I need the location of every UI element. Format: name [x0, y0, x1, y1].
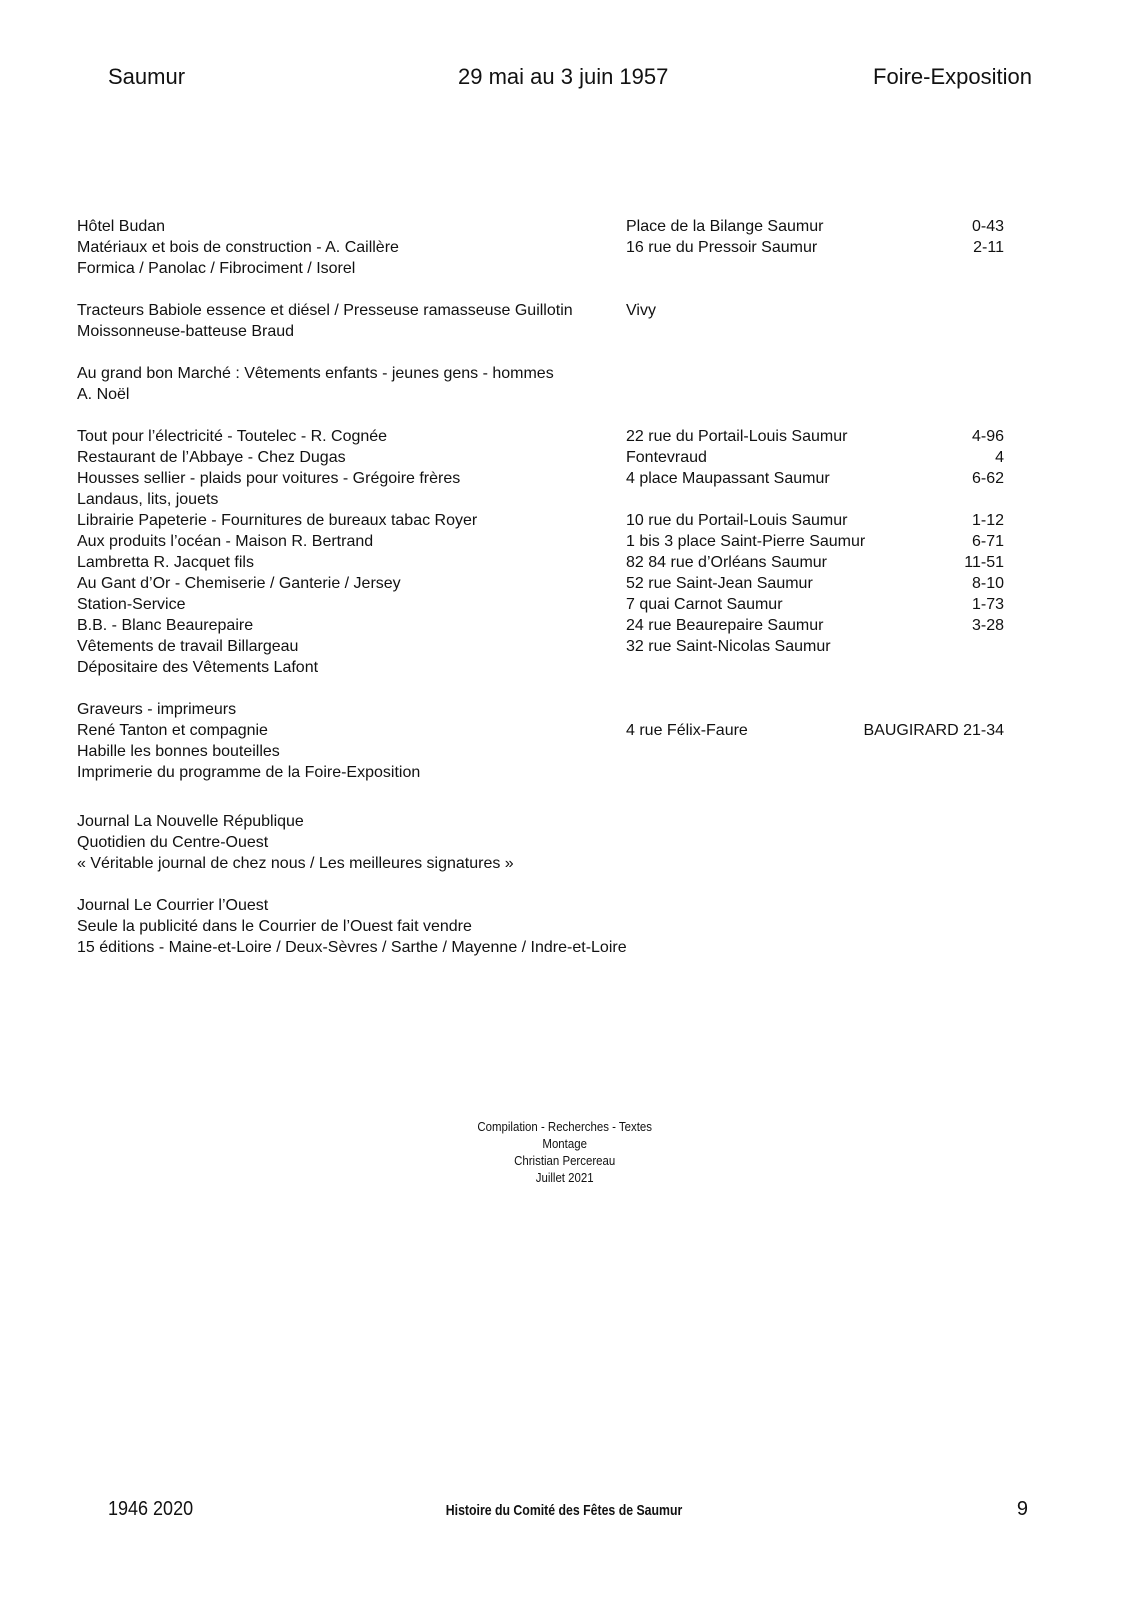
entry-name: Vêtements de travail Billargeau — [77, 638, 299, 655]
entry-name: « Véritable journal de chez nous / Les meilleures signatures » — [77, 855, 514, 872]
entry-address: 4 place Maupassant Saumur — [626, 470, 830, 487]
entry-address: 16 rue du Pressoir Saumur — [626, 239, 818, 256]
credits-author: Christian Percereau — [514, 1153, 616, 1168]
list-item — [0, 916, 1132, 937]
entry-address: 52 rue Saint-Jean Saumur — [626, 575, 813, 592]
entry-name: Landaus, lits, jouets — [77, 491, 219, 508]
list-item — [0, 237, 1132, 258]
entry-name: 15 éditions - Maine-et-Loire / Deux-Sèvres / Sarthe / Mayenne / Indre-et-Loire — [77, 939, 627, 956]
entry-name: A. Noël — [77, 386, 130, 403]
entry-name: Au grand bon Marché : Vêtements enfants - jeunes gens - hommes — [77, 365, 554, 382]
credits-block — [67, 1118, 1063, 1186]
entry-address: 22 rue du Portail-Louis Saumur — [626, 428, 848, 445]
entry-phone: 1-73 — [971, 596, 1004, 613]
credits-line: Montage — [542, 1136, 587, 1151]
list-item — [0, 321, 1132, 342]
entry-name: Housses sellier - plaids pour voitures - Grégoire frères — [77, 470, 461, 487]
list-item — [0, 573, 1132, 594]
entry-phone: 6-71 — [971, 533, 1004, 550]
entry-phone: BAUGIRARD 21-34 — [863, 722, 1004, 739]
entry-phone: 1-12 — [971, 512, 1004, 529]
page-footer — [0, 1498, 1132, 1528]
list-item — [0, 489, 1132, 510]
entry-address: 82 84 rue d’Orléans Saumur — [626, 554, 827, 571]
entry-phone: 11-51 — [964, 554, 1004, 571]
entry-address: Fontevraud — [626, 449, 707, 466]
header-event: Foire-Exposition — [873, 64, 1032, 89]
list-item — [0, 258, 1132, 279]
list-item — [0, 720, 1132, 741]
entry-address: 32 rue Saint-Nicolas Saumur — [626, 638, 831, 655]
entry-name: Librairie Papeterie - Fournitures de bureaux tabac Royer — [77, 512, 478, 529]
entry-name: Aux produits l’océan - Maison R. Bertrand — [77, 533, 374, 550]
entry-name: Seule la publicité dans le Courrier de l’Ouest fait vendre — [77, 918, 472, 935]
entry-address: Vivy — [626, 302, 656, 319]
entry-name: Matériaux et bois de construction - A. Caillère — [77, 239, 399, 256]
list-item — [0, 811, 1132, 832]
entry-phone: 3-28 — [971, 617, 1004, 634]
list-item — [0, 636, 1132, 657]
entry-address: 7 quai Carnot Saumur — [626, 596, 783, 613]
list-item — [0, 363, 1132, 384]
entry-name: Habille les bonnes bouteilles — [77, 743, 280, 760]
entry-phone: 4 — [995, 449, 1004, 466]
entry-name: René Tanton et compagnie — [77, 722, 268, 739]
list-item — [0, 300, 1132, 321]
entry-address: 1 bis 3 place Saint-Pierre Saumur — [626, 533, 866, 550]
list-item — [0, 699, 1132, 720]
list-item — [0, 468, 1132, 489]
footer-years: 1946 2020 — [108, 1498, 194, 1520]
entry-name: Au Gant d’Or - Chemiserie / Ganterie / Jersey — [77, 575, 401, 592]
entry-phone: 0-43 — [971, 218, 1004, 235]
entry-name: Imprimerie du programme de la Foire-Exposition — [77, 764, 421, 781]
entry-name: Tout pour l’électricité - Toutelec - R. Cognée — [77, 428, 388, 445]
entry-name: Journal Le Courrier l’Ouest — [77, 897, 269, 914]
entry-address: 10 rue du Portail-Louis Saumur — [626, 512, 848, 529]
credits-line: Compilation - Recherches - Textes — [477, 1119, 652, 1134]
list-item — [0, 426, 1132, 447]
list-item — [0, 853, 1132, 874]
entry-name: Hôtel Budan — [77, 218, 166, 235]
entry-phone: 2-11 — [973, 239, 1004, 256]
entry-name: Formica / Panolac / Fibrociment / Isorel — [77, 260, 356, 277]
list-item — [0, 216, 1132, 237]
list-item — [0, 895, 1132, 916]
list-item — [0, 531, 1132, 552]
entry-name: Tracteurs Babiole essence et diésel / Presseuse ramasseuse Guillotin — [77, 302, 573, 319]
page-header — [0, 64, 1132, 100]
entry-name: Restaurant de l’Abbaye - Chez Dugas — [77, 449, 346, 466]
entry-phone: 6-62 — [971, 470, 1004, 487]
list-item — [0, 657, 1132, 678]
entry-address: 24 rue Beaurepaire Saumur — [626, 617, 824, 634]
entry-name: Graveurs - imprimeurs — [77, 701, 237, 718]
list-item — [0, 552, 1132, 573]
entry-name: B.B. - Blanc Beaurepaire — [77, 617, 254, 634]
entry-phone: 8-10 — [971, 575, 1004, 592]
list-item — [0, 384, 1132, 405]
entry-name: Moissonneuse-batteuse Braud — [77, 323, 295, 340]
list-item — [0, 762, 1132, 783]
list-item — [0, 741, 1132, 762]
credits-date: Juillet 2021 — [535, 1170, 594, 1185]
list-item — [0, 510, 1132, 531]
list-item — [0, 594, 1132, 615]
entry-phone: 4-96 — [971, 428, 1004, 445]
entry-address: Place de la Bilange Saumur — [626, 218, 824, 235]
list-item — [0, 447, 1132, 468]
entry-name: Journal La Nouvelle République — [77, 813, 304, 830]
footer-title: Histoire du Comité des Fêtes de Saumur — [445, 1502, 683, 1519]
entry-name: Quotidien du Centre-Ouest — [77, 834, 269, 851]
entry-name: Station-Service — [77, 596, 186, 613]
list-item — [0, 615, 1132, 636]
entry-name: Lambretta R. Jacquet fils — [77, 554, 254, 571]
header-dates: 29 mai au 3 juin 1957 — [458, 64, 669, 89]
list-item — [0, 937, 1132, 958]
entry-name: Dépositaire des Vêtements Lafont — [77, 659, 319, 676]
entry-address: 4 rue Félix-Faure — [626, 722, 748, 739]
page-number: 9 — [1016, 1498, 1028, 1520]
list-item — [0, 832, 1132, 853]
header-city: Saumur — [108, 64, 186, 89]
